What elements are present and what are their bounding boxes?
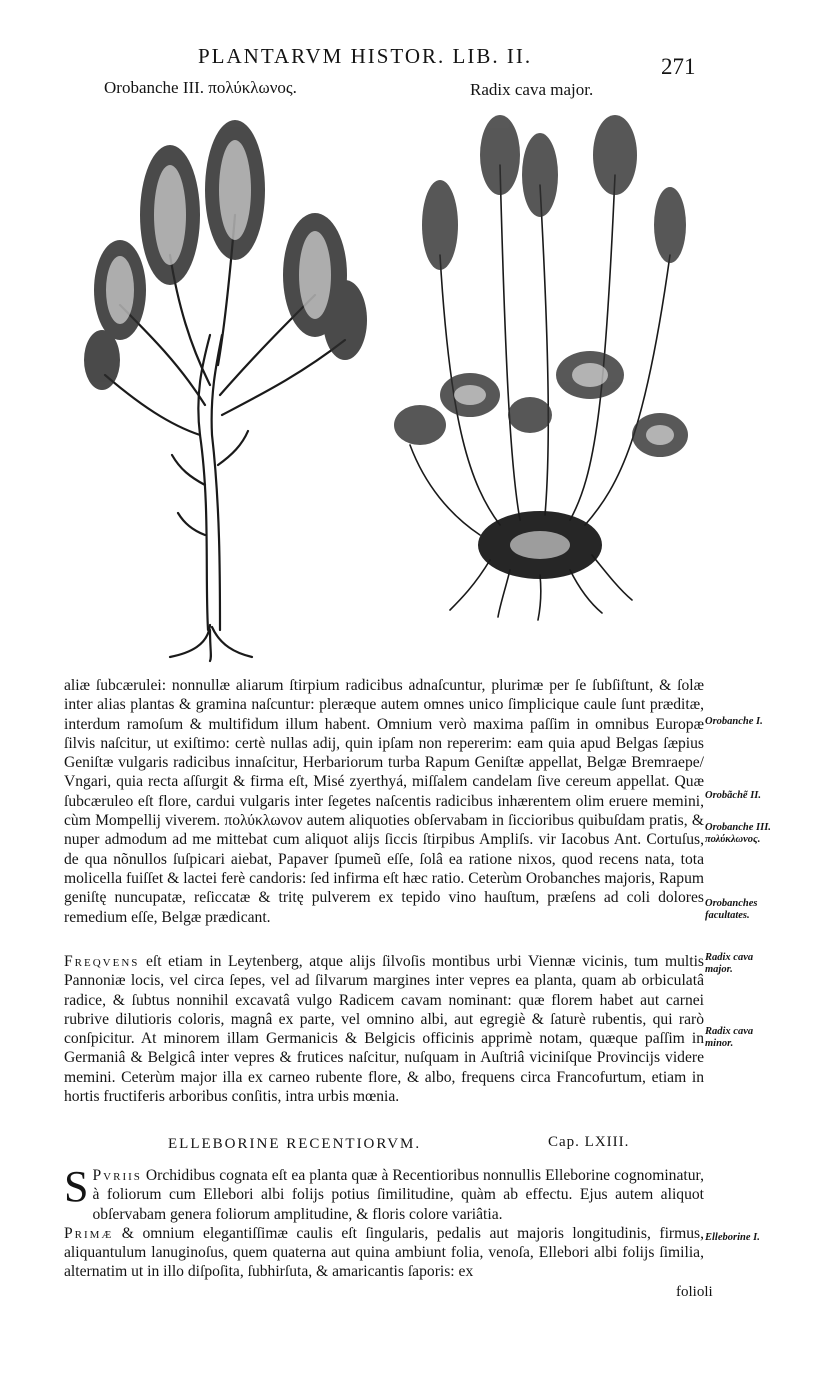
orobanche-illustration bbox=[60, 105, 380, 665]
running-title: PLANTARVM HISTOR. LIB. II. bbox=[198, 44, 533, 68]
page-number: 271 bbox=[661, 54, 696, 79]
orobanche-woodcut bbox=[60, 105, 380, 665]
chapter-number: Cap. LXIII. bbox=[548, 1134, 630, 1150]
radix-cava-woodcut bbox=[380, 105, 700, 625]
elleborine-intro bbox=[64, 1162, 704, 1224]
radix-cava-text bbox=[64, 952, 704, 1106]
radix-cava-paragraph bbox=[64, 952, 704, 1106]
margin-note-orobanche-2: Orobãchẽ II. bbox=[705, 790, 762, 801]
radix-cava-illustration bbox=[380, 105, 700, 625]
section-title: ELLEBORINE RECENTIORVM. bbox=[168, 1136, 422, 1152]
orobanche-text: aliæ ſubcærulei: nonnullæ aliarum ſtirpium radicibus adnaſcuntur, plurimæ per ſe ſubſiſtunt, & ſolæ inter alias plantas & gramina naſcuntur: pleræque autem omnes unico ſimplicique caule ſunt præditæ, interdum ramoſum & multifidum illum habent. Omnium verò maxima paſſim in omnibus Europæ ſilvis naſcitur, ut exiſtimo: certè nullas adij, quin ipſam non repererim: eam quia apud Belgas ſæpius Geniſtæ vulgaris radicibus innaſcitur, Herbariorum turba Rapum Geniſtæ appellat, Belgæ Bremraepe/ Vngari, quia recta aſſurgit & firma eſt, Misé zyerthyá, miſſalem candelam ſive cereum appellat. Quæ ſubcæruleo eſt flore, cardui vulgaris inter ſegetes naſcentis radicibus inhærentem olim eruere memini, cùm Mompellij viverem. πολύκλωνον autem aliquoties obſervabam in ſiccioribus quibuſdam pratis, & nuper admodum ad me mittebat cum aliquot alijs ſiccis ſtirpibus Ampliſs. vir Iacobus Ant. Cortuſus, de qua nõnullos ſuſpicari aiebat, Papaver ſpumeũ eſſe, ſolâ ea ratione nixos, quod recens nata, tota molicella fuiſſet & lactei ferè candoris: ſed infirma eſt hæc ratio. Ceterùm Orobanches majoris, Rapum geniſtę nuncupatæ, reſiccatæ & tritę pulverem ex tepido vino hauſtum, præſens ad coli dolores remedium eſſe, Belgæ prædicant. bbox=[64, 677, 704, 926]
right-figure-caption: Radix cava major. bbox=[470, 80, 594, 99]
margin-note-radix-cava-major: Radix cava major. bbox=[705, 952, 754, 975]
elleborine-lead-word: Pvriis bbox=[92, 1167, 142, 1184]
margin-note-elleborine-1: Elleborine I. bbox=[705, 1232, 760, 1243]
prima-lead-word: Primæ bbox=[64, 1224, 114, 1242]
drop-capital: S bbox=[64, 1162, 89, 1211]
orobanche-paragraph bbox=[64, 676, 704, 927]
catchword: folioli bbox=[676, 1284, 713, 1300]
margin-note-orobanche-3: Orobanche III. πολύκλωνος. bbox=[705, 822, 771, 845]
prima-body: & omnium elegantiſſimæ caulis eſt ſingularis, pedalis aut majoris longitudinis, firmus, aliquantulum lanuginoſus, quem quaterna aut quina ambiunt folia, venoſa, Ellebori albi folijs ſimilia, alternatim ut in illo diſpoſita, ſubhirſuta, & amaricantis ſaporis: ex bbox=[64, 1224, 704, 1281]
left-figure-caption: Orobanche III. πολύκλωνος. bbox=[104, 78, 297, 97]
elleborine-paragraph bbox=[64, 1162, 704, 1282]
radix-cava-lead-word: Freqvens bbox=[64, 953, 140, 970]
margin-note-radix-cava-minor: Radix cava minor. bbox=[705, 1026, 754, 1049]
margin-note-orobanche-facultates: Orobanches facultates. bbox=[705, 898, 758, 921]
elleborine-intro-body: Orchidibus cognata eſt ea planta quæ à Recentioribus nonnullis Elleborine cognominatur, à foliorum cum Ellebori albi folijs potius ſimilitudine, quàm ab effectu. Ejus autem aliquot obſervabam genera foliorum amplitudine, & floris colore variâtia. bbox=[92, 1167, 704, 1223]
margin-note-orobanche-1: Orobanche I. bbox=[705, 716, 763, 727]
radix-cava-body: eſt etiam in Leytenberg, atque alijs ſilvoſis montibus urbi Viennæ vicinis, tum multis Pannoniæ locis, vel circa ſepes, vel ad ſilvarum margines inter vepres ea planta, quam ab orbiculatâ radice, & ſubtus nonnihil excavatâ vulgo Radicem cavam nominant: quæ florem habet aut carnei rubrive dilutioris coloris, magnâ ex parte, vel omnino albi, aut egregiè & ſaturè rubentis, qui rarò conſpicitur. At minorem illam Germanicis & Belgicis officinis apprimè notam, quæque paſſim in Germaniâ & Belgicâ inter vepres & frutices naſcitur, nuſquam in Auſtriâ viciniſque Provincijs videre memini. Ceterùm major illa ex carneo rubente flore, & albo, frequens circa Francofurtum, etiam in hortis fructiferis arboribus conſitis, intra urbis mœnia. bbox=[64, 953, 704, 1106]
elleborine-first-kind bbox=[64, 1224, 704, 1282]
